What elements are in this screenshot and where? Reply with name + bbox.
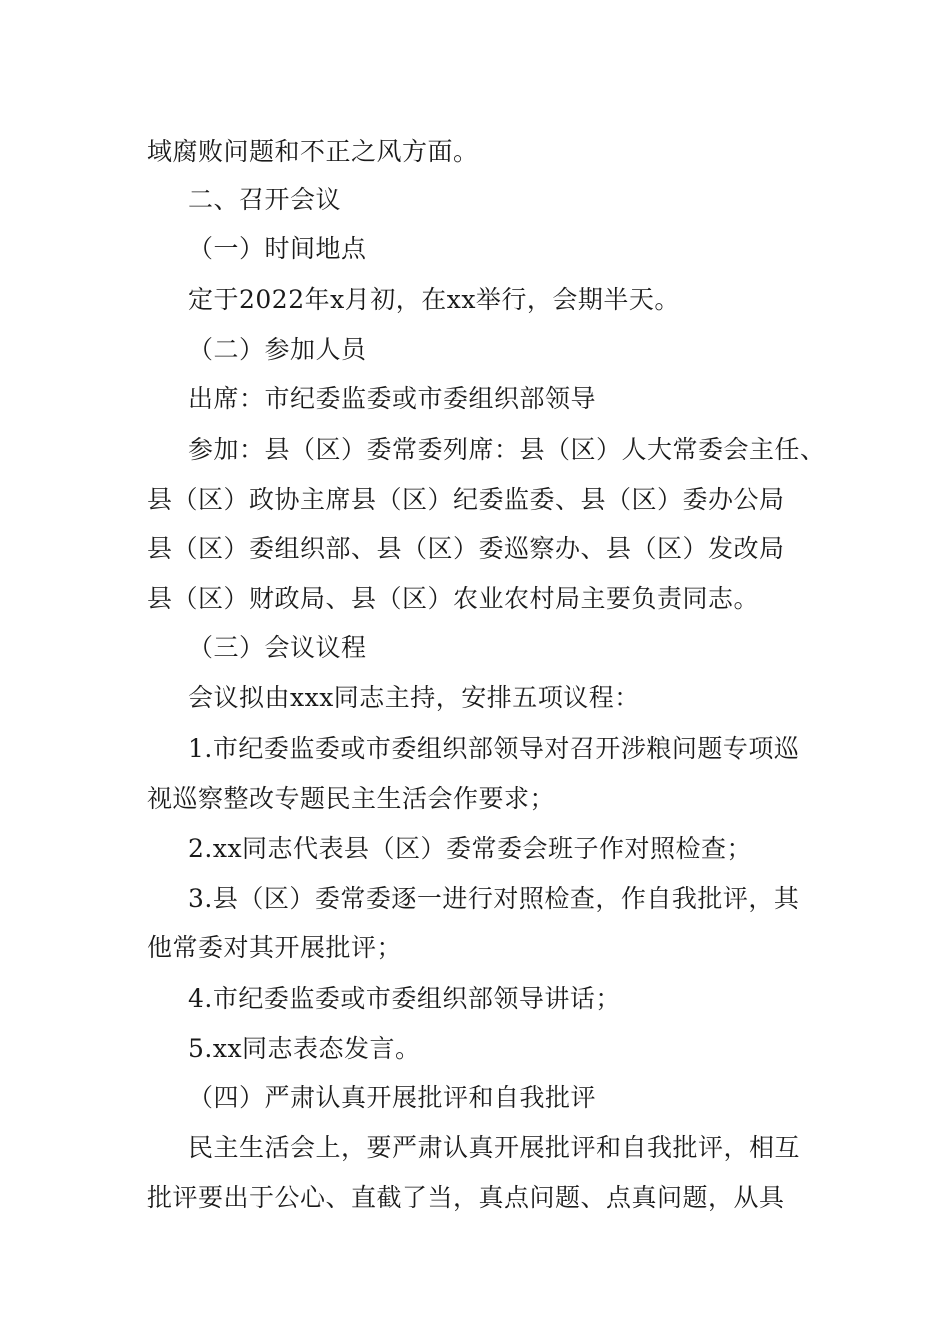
text-line: 县（区）委组织部、县（区）委巡察办、县（区）发改局: [147, 534, 785, 563]
text-line: 参加：县（区）委常委列席：县（区）人大常委会主任、: [188, 435, 826, 464]
text-line: 视巡察整改专题民主生活会作要求；: [147, 784, 556, 813]
text-line: 域腐败问题和不正之风方面。: [147, 137, 479, 166]
text-line: 县（区）政协主席县（区）纪委监委、县（区）委办公局: [147, 485, 785, 514]
agenda-item: 4.市纪委监委或市委组织部领导讲话；: [188, 984, 621, 1013]
subsection-heading: （四）严肃认真开展批评和自我批评: [188, 1083, 597, 1112]
text-line: 会议拟由xxx同志主持，安排五项议程：: [188, 683, 640, 712]
text-line: 定于2022年x月初，在xx举行，会期半天。: [188, 285, 680, 314]
agenda-item: 5.xx同志表态发言。: [188, 1034, 421, 1063]
agenda-item: 1.市纪委监委或市委组织部领导对召开涉粮问题专项巡: [188, 734, 800, 763]
text-line: 出席：市纪委监委或市委组织部领导: [188, 384, 597, 413]
text-line: 民主生活会上，要严肃认真开展批评和自我批评，相互: [188, 1133, 801, 1162]
agenda-item: 3.县（区）委常委逐一进行对照检查，作自我批评，其: [188, 884, 800, 913]
text-line: 批评要出于公心、直截了当，真点问题、点真问题，从具: [147, 1183, 785, 1212]
subsection-heading: （三）会议议程: [188, 633, 367, 662]
agenda-item: 2.xx同志代表县（区）委常委会班子作对照检查；: [188, 834, 753, 863]
text-line: 他常委对其开展批评；: [147, 933, 403, 962]
subsection-heading: （一）时间地点: [188, 234, 367, 263]
section-heading: 二、召开会议: [188, 185, 342, 214]
text-line: 县（区）财政局、县（区）农业农村局主要负责同志。: [147, 584, 760, 613]
subsection-heading: （二）参加人员: [188, 335, 367, 364]
